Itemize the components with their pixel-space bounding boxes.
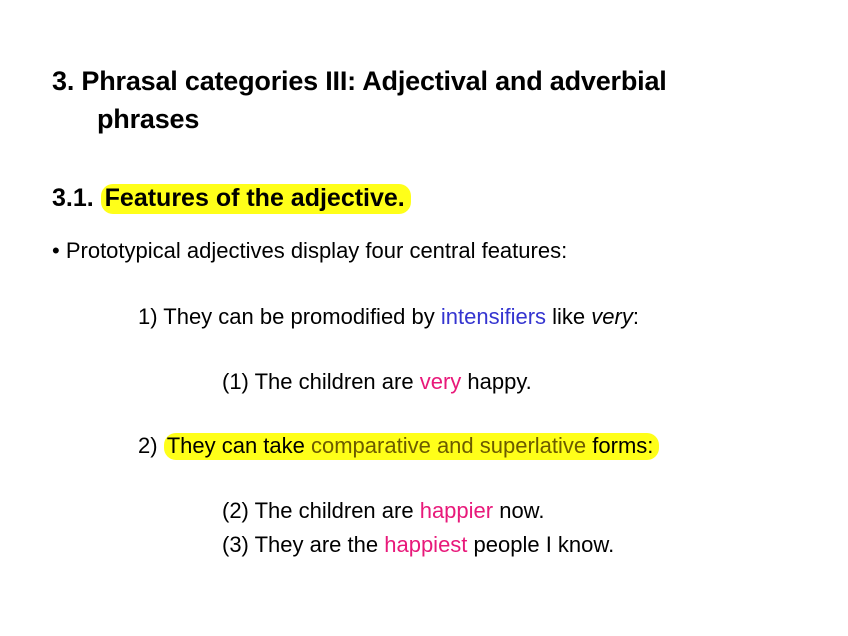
feature-2: [138, 431, 659, 461]
example-3: [222, 530, 614, 560]
example-2: [222, 496, 544, 526]
example-1-pre: (1) The children are: [222, 369, 420, 394]
slide-title-line1: 3. Phrasal categories III: Adjectival and adverbial: [52, 66, 667, 96]
feature-2-term: comparative and superlative: [311, 433, 587, 458]
feature-2-hl-end: forms:: [586, 433, 654, 458]
feature-1: [138, 302, 639, 332]
feature-2-hl-start: They can take: [166, 433, 311, 458]
bullet-marker: •: [52, 238, 60, 263]
feature-1-post: :: [632, 304, 639, 329]
example-1: [222, 367, 532, 397]
slide-title: [52, 62, 772, 138]
example-2-post: now.: [493, 498, 545, 523]
section-heading: [52, 180, 411, 216]
bullet-point: [52, 236, 567, 266]
feature-2-pre: 2): [138, 433, 164, 458]
feature-1-term: intensifiers: [440, 304, 547, 329]
example-1-highlight: very: [419, 369, 462, 394]
feature-1-example-word: very: [591, 304, 633, 329]
section-number: 3.1.: [52, 184, 94, 212]
slide-title-line2: phrases: [97, 104, 200, 134]
example-2-highlight: happier: [419, 498, 494, 523]
example-3-pre: (3) They are the: [222, 532, 385, 557]
example-3-highlight: happiest: [384, 532, 468, 557]
example-3-post: people I know.: [467, 532, 615, 557]
feature-1-mid: like: [546, 304, 592, 329]
bullet-text: Prototypical adjectives display four central features:: [65, 238, 568, 263]
example-2-pre: (2) The children are: [222, 498, 420, 523]
example-1-post: happy.: [461, 369, 532, 394]
section-heading-highlighted: Features of the adjective.: [101, 184, 411, 214]
feature-1-pre: 1) They can be promodified by: [138, 304, 441, 329]
feature-2-highlighted: [164, 433, 660, 460]
